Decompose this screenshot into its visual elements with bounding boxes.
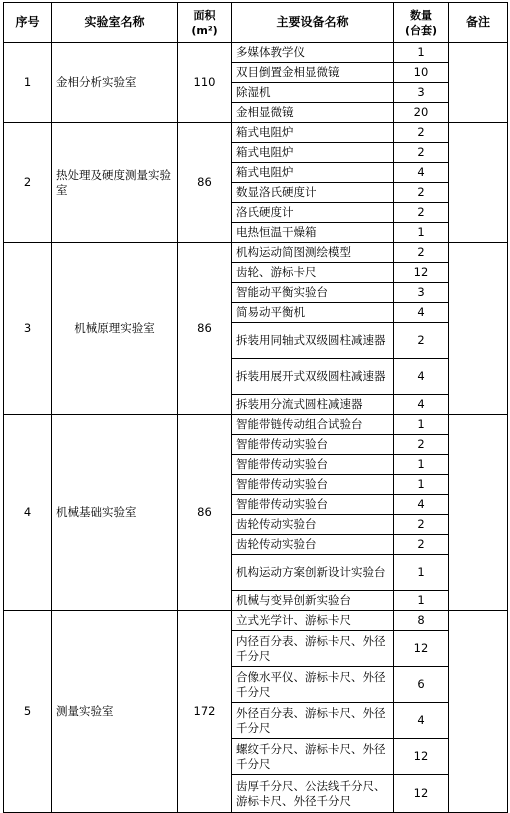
lab-name: 热处理及硬度测量实验室 <box>52 123 178 243</box>
equipment-name: 智能带传动实验台 <box>232 435 394 455</box>
equipment-qty: 1 <box>394 223 449 243</box>
header-room: 实验室名称 <box>52 3 178 43</box>
equipment-name: 金相显微镜 <box>232 103 394 123</box>
table-row <box>4 611 508 631</box>
equipment-name: 立式光学计、游标卡尺 <box>232 611 394 631</box>
lab-seq: 5 <box>4 611 52 813</box>
lab-area: 110 <box>178 43 232 123</box>
equipment-qty: 2 <box>394 515 449 535</box>
lab-name: 测量实验室 <box>52 611 178 813</box>
equipment-qty: 1 <box>394 455 449 475</box>
equipment-name: 除湿机 <box>232 83 394 103</box>
lab-area: 172 <box>178 611 232 813</box>
equipment-name: 机构运动简图测绘模型 <box>232 243 394 263</box>
header-seq: 序号 <box>4 3 52 43</box>
equipment-name: 箱式电阻炉 <box>232 143 394 163</box>
equipment-qty: 4 <box>394 495 449 515</box>
lab-seq: 4 <box>4 415 52 611</box>
header-area-unit: (m²) <box>191 23 218 37</box>
header-qty-label: 数量 <box>410 8 432 22</box>
table-row <box>4 123 508 143</box>
lab-note <box>449 123 508 243</box>
header-qty-unit: (台套) <box>404 23 438 37</box>
equipment-qty: 12 <box>394 739 449 775</box>
lab-seq: 1 <box>4 43 52 123</box>
equipment-name: 齿轮传动实验台 <box>232 515 394 535</box>
equipment-name: 双目倒置金相显微镜 <box>232 63 394 83</box>
equipment-name: 内径百分表、游标卡尺、外径千分尺 <box>232 631 394 667</box>
equipment-name: 智能动平衡实验台 <box>232 283 394 303</box>
lab-note <box>449 43 508 123</box>
lab-area: 86 <box>178 415 232 611</box>
equipment-name: 机械与变异创新实验台 <box>232 591 394 611</box>
lab-note <box>449 415 508 611</box>
lab-area: 86 <box>178 243 232 415</box>
table-row <box>4 43 508 63</box>
equipment-name: 齿轮、游标卡尺 <box>232 263 394 283</box>
equipment-name: 拆装用同轴式双级圆柱减速器 <box>232 323 394 359</box>
equipment-name: 机构运动方案创新设计实验台 <box>232 555 394 591</box>
lab-seq: 2 <box>4 123 52 243</box>
equipment-qty: 4 <box>394 703 449 739</box>
equipment-name: 电热恒温干燥箱 <box>232 223 394 243</box>
header-area-label: 面积 <box>193 8 216 22</box>
equipment-name: 简易动平衡机 <box>232 303 394 323</box>
equipment-qty: 12 <box>394 263 449 283</box>
equipment-name: 智能带传动实验台 <box>232 455 394 475</box>
equipment-qty: 4 <box>394 395 449 415</box>
equipment-qty: 20 <box>394 103 449 123</box>
lab-name: 机械原理实验室 <box>52 243 178 415</box>
equipment-name: 拆装用展开式双级圆柱减速器 <box>232 359 394 395</box>
equipment-qty: 1 <box>394 591 449 611</box>
lab-note <box>449 243 508 415</box>
equipment-qty: 1 <box>394 475 449 495</box>
header-qty <box>394 3 449 43</box>
equipment-qty: 2 <box>394 323 449 359</box>
equipment-name: 箱式电阻炉 <box>232 163 394 183</box>
equipment-qty: 4 <box>394 303 449 323</box>
equipment-name: 齿轮传动实验台 <box>232 535 394 555</box>
lab-area: 86 <box>178 123 232 243</box>
lab-equipment-table <box>3 2 508 813</box>
equipment-name: 箱式电阻炉 <box>232 123 394 143</box>
equipment-qty: 2 <box>394 243 449 263</box>
equipment-qty: 4 <box>394 163 449 183</box>
equipment-qty: 2 <box>394 183 449 203</box>
header-area <box>178 3 232 43</box>
equipment-name: 智能带传动实验台 <box>232 495 394 515</box>
equipment-qty: 1 <box>394 415 449 435</box>
equipment-qty: 2 <box>394 143 449 163</box>
equipment-name: 智能带传动实验台 <box>232 475 394 495</box>
equipment-qty: 1 <box>394 43 449 63</box>
equipment-name: 合像水平仪、游标卡尺、外径千分尺 <box>232 667 394 703</box>
equipment-name: 拆装用分流式圆柱减速器 <box>232 395 394 415</box>
header-equipment: 主要设备名称 <box>232 3 394 43</box>
table-row <box>4 243 508 263</box>
equipment-qty: 3 <box>394 83 449 103</box>
equipment-qty: 2 <box>394 435 449 455</box>
equipment-name: 外径百分表、游标卡尺、外径千分尺 <box>232 703 394 739</box>
lab-note <box>449 611 508 813</box>
header-note: 备注 <box>449 3 508 43</box>
equipment-qty: 2 <box>394 535 449 555</box>
equipment-name: 数显洛氏硬度计 <box>232 183 394 203</box>
equipment-qty: 2 <box>394 123 449 143</box>
equipment-qty: 12 <box>394 631 449 667</box>
equipment-name: 智能带链传动组合试验台 <box>232 415 394 435</box>
equipment-qty: 3 <box>394 283 449 303</box>
equipment-qty: 1 <box>394 555 449 591</box>
equipment-name: 洛氏硬度计 <box>232 203 394 223</box>
equipment-name: 多媒体教学仪 <box>232 43 394 63</box>
equipment-qty: 10 <box>394 63 449 83</box>
header-row <box>4 3 508 43</box>
table-row <box>4 415 508 435</box>
equipment-name: 齿厚千分尺、公法线千分尺、游标卡尺、外径千分尺 <box>232 775 394 813</box>
lab-name: 机械基础实验室 <box>52 415 178 611</box>
lab-seq: 3 <box>4 243 52 415</box>
equipment-qty: 6 <box>394 667 449 703</box>
equipment-name: 螺纹千分尺、游标卡尺、外径千分尺 <box>232 739 394 775</box>
equipment-qty: 4 <box>394 359 449 395</box>
equipment-qty: 8 <box>394 611 449 631</box>
lab-name: 金相分析实验室 <box>52 43 178 123</box>
equipment-qty: 12 <box>394 775 449 813</box>
equipment-qty: 2 <box>394 203 449 223</box>
